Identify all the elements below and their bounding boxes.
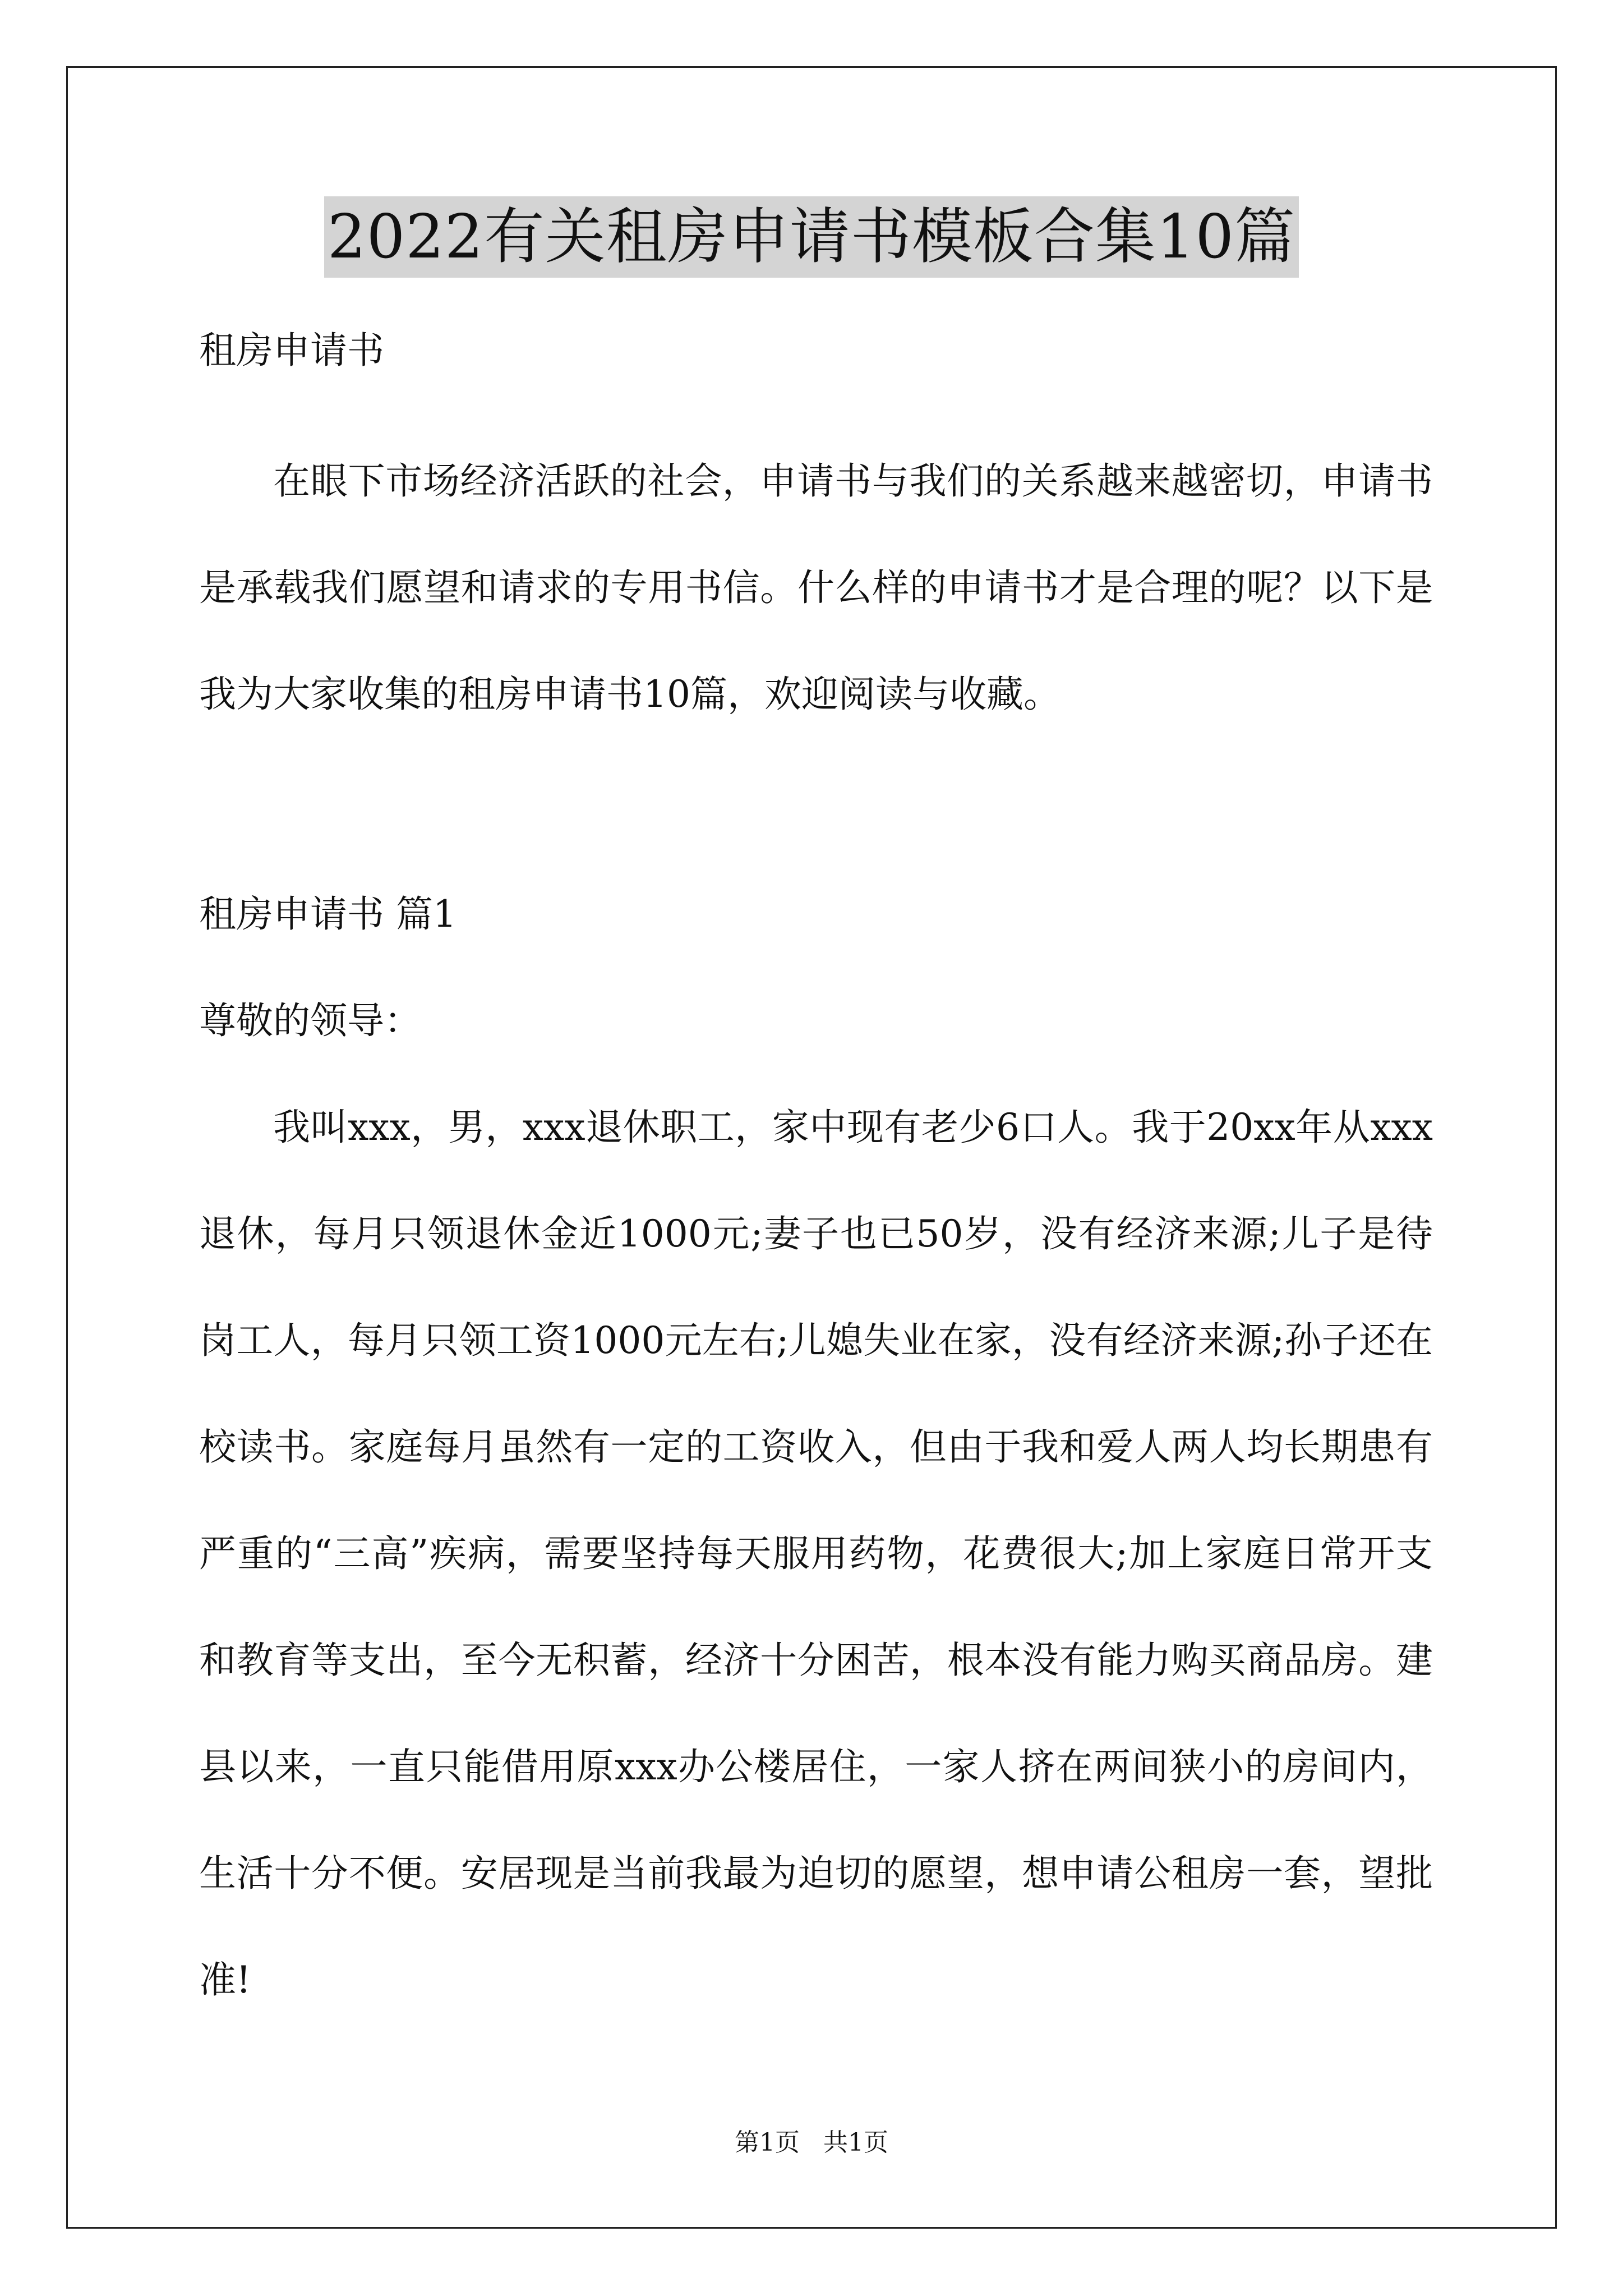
salutation: 尊敬的领导：	[199, 999, 421, 1042]
title-container	[0, 196, 1623, 278]
document-title: 2022有关租房申请书模板合集10篇	[324, 196, 1299, 278]
document-heading: 租房申请书	[199, 329, 384, 372]
intro-block	[199, 428, 1433, 748]
body-block	[199, 1074, 1433, 2033]
body-paragraph: 我叫xxx，男，xxx退休职工，家中现有老少6口人。我于20xx年从xxx退休，每月只领退休金近1000元;妻子也已50岁，没有经济来源;儿子是待岗工人，每月只领工资1000元左右;儿媳失业在家，没有经济来源;孙子还在校读书。家庭每月虽然有一定的工资收入，但由于我和爱人两人均长期患有严重的“三高”疾病，需要坚持每天服用药物，花费很大;加上家庭日常开支和教育等支出，至今无积蓄，经济十分困苦，根本没有能力购买商品房。建县以来，一直只能借用原xxx办公楼居住，一家人挤在两间狭小的房间内，生活十分不便。安居现是当前我最为迫切的愿望，想申请公租房一套，望批准!	[199, 1106, 1433, 2001]
page-footer: 第1页 共1页	[735, 2128, 888, 2157]
intro-paragraph: 在眼下市场经济活跃的社会，申请书与我们的关系越来越密切，申请书是承载我们愿望和请求的专用书信。什么样的申请书才是合理的呢？以下是我为大家收集的租房申请书10篇，欢迎阅读与收藏。	[199, 459, 1433, 716]
section-heading: 租房申请书 篇1	[199, 892, 457, 936]
